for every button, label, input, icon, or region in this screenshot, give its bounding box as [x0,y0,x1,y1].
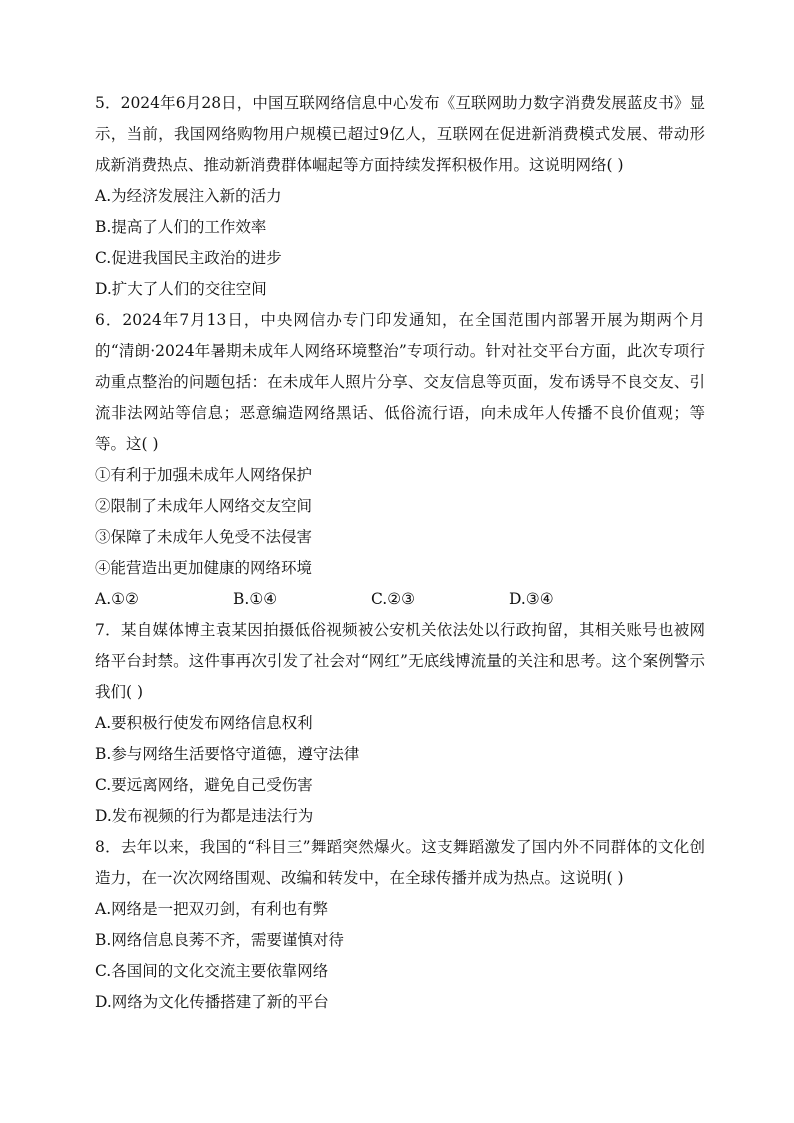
question-6-statement-1: ①有利于加强未成年人网络保护 [95,466,313,484]
question-5-option-c: C.促进我国民主政治的进步 [95,249,282,267]
question-6-option-c: C.②③ [371,590,416,608]
question-8-option-d: D.网络为文化传播搭建了新的平台 [95,993,329,1011]
question-6-options [95,584,705,615]
question-6-statement-2: ②限制了未成年人网络交友空间 [95,497,313,515]
question-7 [95,615,705,832]
question-5 [95,88,705,305]
question-6-statement-3: ③保障了未成年人免受不法侵害 [95,528,313,546]
question-5-option-b: B.提高了人们的工作效率 [95,218,267,236]
question-6-option-d: D.③④ [509,590,554,608]
question-7-stem: 7．某自媒体博主袁某因拍摄低俗视频被公安机关依法处以行政拘留，其相关账号也被网络平台封禁。这件事再次引发了社会对“网红”无底线博流量的关注和思考。这个案例警示我们( ) [95,621,705,701]
question-5-option-a: A.为经济发展注入新的活力 [95,187,282,205]
question-8-option-b: B.网络信息良莠不齐，需要谨慎对待 [95,931,344,949]
question-8 [95,832,705,1018]
question-8-stem: 8．去年以来，我国的“科目三”舞蹈突然爆火。这支舞蹈激发了国内外不同群体的文化创造力，在一次次网络围观、改编和转发中，在全球传播并成为热点。这说明( ) [95,838,705,887]
question-5-stem: 5．2024年6月28日，中国互联网络信息中心发布《互联网助力数字消费发展蓝皮书》显示，当前，我国网络购物用户规模已超过9亿人，互联网在促进新消费模式发展、带动形成新消费热点、推动新消费群体崛起等方面持续发挥积极作用。这说明网络( ) [95,94,705,174]
question-8-option-c: C.各国间的文化交流主要依靠网络 [95,962,329,980]
question-7-option-a: A.要积极行使发布网络信息权利 [95,714,313,732]
question-6-option-a: A.①② [95,590,139,608]
question-8-option-a: A.网络是一把双刃剑，有利也有弊 [95,900,329,918]
question-6 [95,305,705,615]
question-6-statement-4: ④能营造出更加健康的网络环境 [95,559,313,577]
question-7-option-d: D.发布视频的行为都是违法行为 [95,807,314,825]
question-7-option-c: C.要远离网络，避免自己受伤害 [95,776,313,794]
question-7-option-b: B.参与网络生活要恪守道德，遵守法律 [95,745,360,763]
question-6-option-b: B.①④ [233,590,278,608]
question-6-stem: 6．2024年7月13日，中央网信办专门印发通知，在全国范围内部署开展为期两个月的“清朗·2024年暑期未成年人网络环境整治”专项行动。针对社交平台方面，此次专项行动重点整治的问题包括：在未成年人照片分享、交友信息等页面，发布诱导不良交友、引流非法网站等信息；恶意编造网络黑话、低俗流行语，向未成年人传播不良价值观；等等。这( ) [95,311,705,453]
question-sheet [95,88,705,1018]
question-5-option-d: D.扩大了人们的交往空间 [95,280,267,298]
